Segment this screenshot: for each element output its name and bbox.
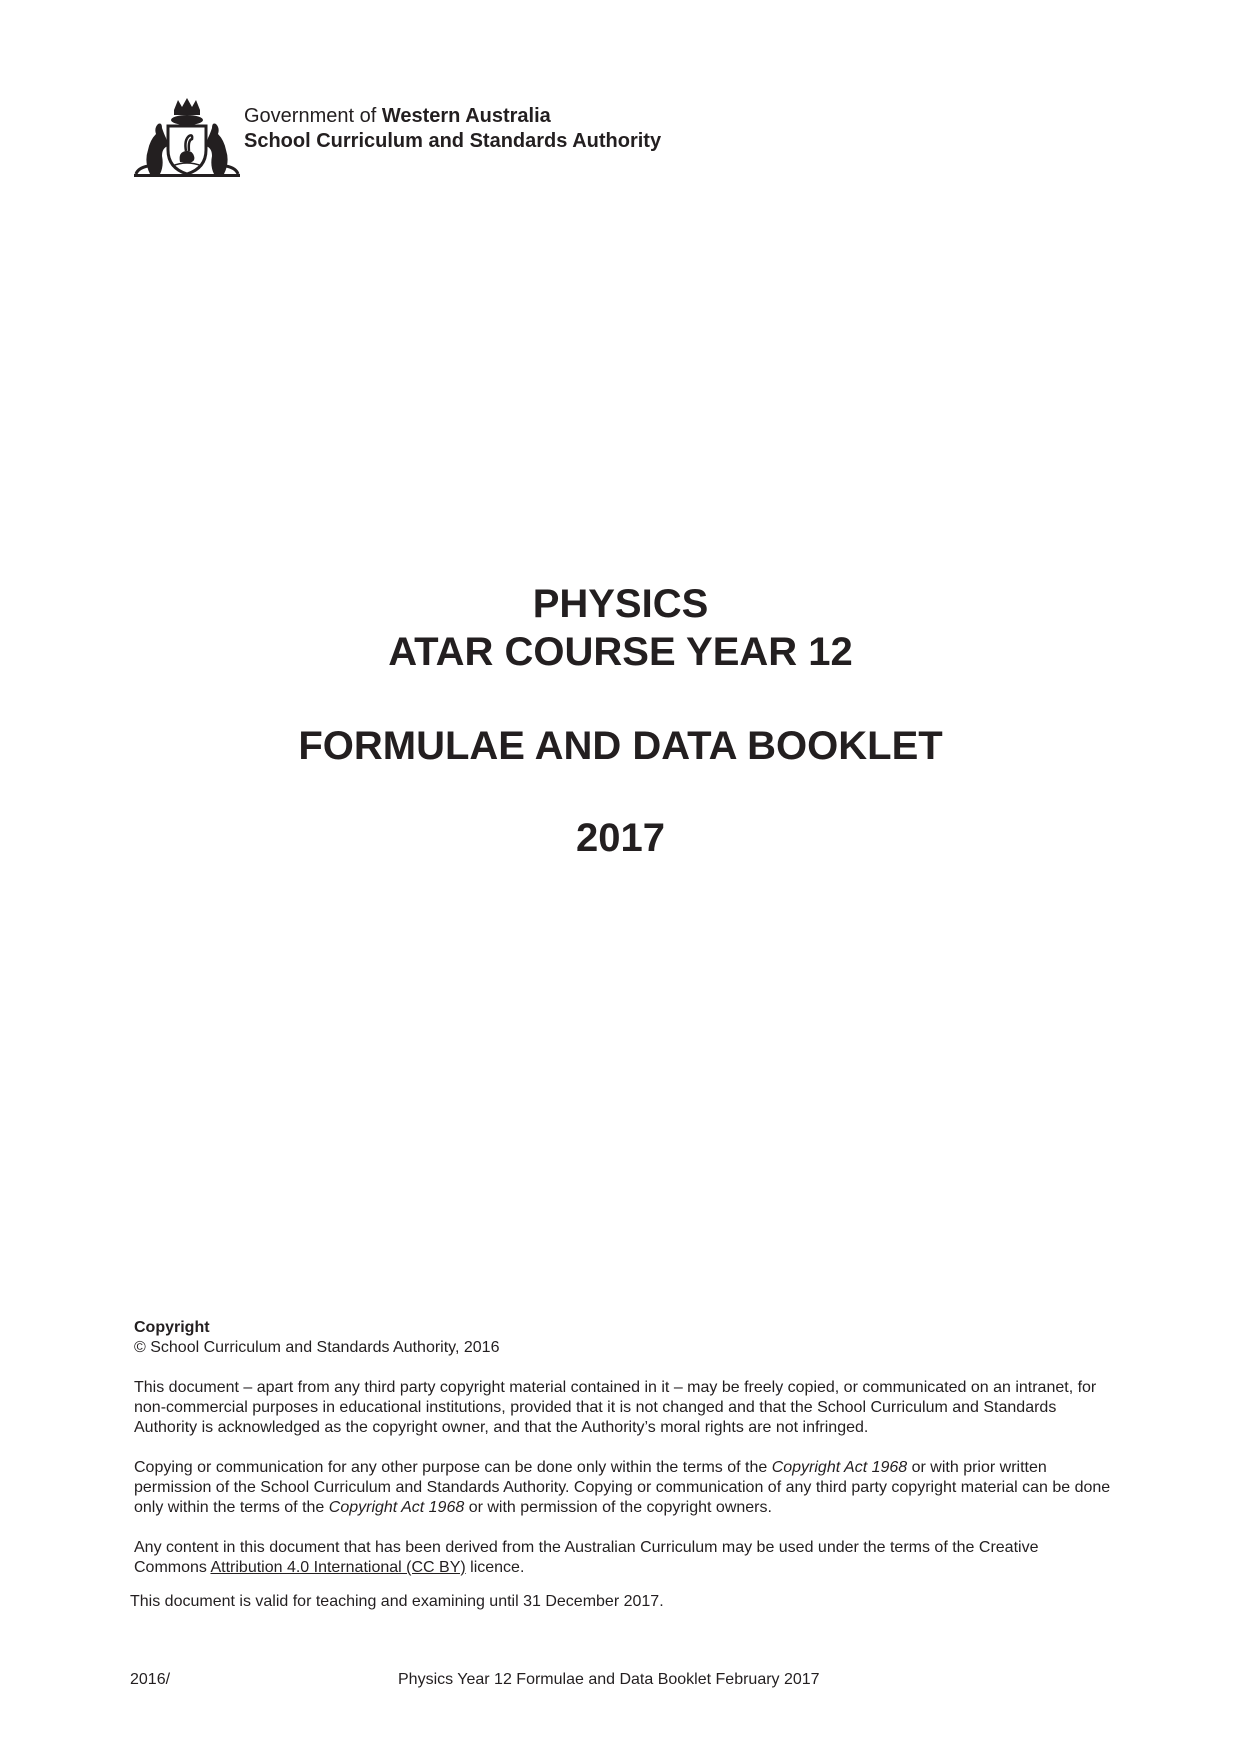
copyright-heading: Copyright: [134, 1319, 210, 1336]
copyright-act-reference: Copyright Act 1968: [771, 1459, 908, 1476]
copyright-section: [134, 1318, 1114, 1578]
copyright-act-reference: Copyright Act 1968: [328, 1499, 465, 1516]
validity-statement: This document is valid for teaching and examining until 31 December 2017.: [130, 1593, 664, 1610]
copyright-paragraph-2-text-a: Copying or communication for any other purpose can be done only within the terms of the: [134, 1459, 772, 1476]
booklet-title: FORMULAE AND DATA BOOKLET: [298, 724, 943, 768]
copyright-paragraph-2: [134, 1458, 1114, 1518]
copyright-notice: © School Curriculum and Standards Authority, 2016: [134, 1339, 500, 1356]
government-name: Western Australia: [381, 105, 551, 127]
footer-document-title: Physics Year 12 Formulae and Data Booklet February 2017: [398, 1671, 820, 1688]
course-title: ATAR COURSE YEAR 12: [388, 630, 853, 674]
government-prefix: Government of: [244, 105, 382, 127]
page-header: [134, 96, 834, 180]
subject-title: PHYSICS: [532, 582, 709, 626]
copyright-paragraph-3-text-b: licence.: [465, 1559, 525, 1576]
copyright-paragraph-2-text-c: or with permission of the copyright owners.: [464, 1499, 772, 1516]
footer-code: 2016/: [130, 1671, 171, 1688]
government-line: [244, 104, 661, 129]
copyright-paragraph-3-text-a: Any content in this document that has been derived from the Australian Curriculum may be used under the terms of the Creative Commons: [134, 1539, 1039, 1576]
year-title: 2017: [576, 816, 665, 860]
cc-by-licence-link[interactable]: Attribution 4.0 International (CC BY): [210, 1559, 466, 1576]
copyright-paragraph-3: [134, 1538, 1114, 1578]
wa-coat-of-arms-icon: [134, 96, 240, 180]
authority-line: School Curriculum and Standards Authority: [244, 130, 662, 152]
copyright-paragraph-2-text-b: or with prior written permission of the School Curriculum and Standards Authority. Copying or communication of any third party copyright material can be done only within the terms of the: [134, 1459, 1111, 1516]
copyright-paragraph-1: This document – apart from any third party copyright material contained in it – may be freely copied, or communicated on an intranet, for non-commercial purposes in educational institutions, provided that it is not changed and that the School Curriculum and Standards Authority is acknowledged as the copyright owner, and that the Authority’s moral rights are not infringed.: [134, 1379, 1097, 1436]
authority-name: [244, 104, 661, 154]
